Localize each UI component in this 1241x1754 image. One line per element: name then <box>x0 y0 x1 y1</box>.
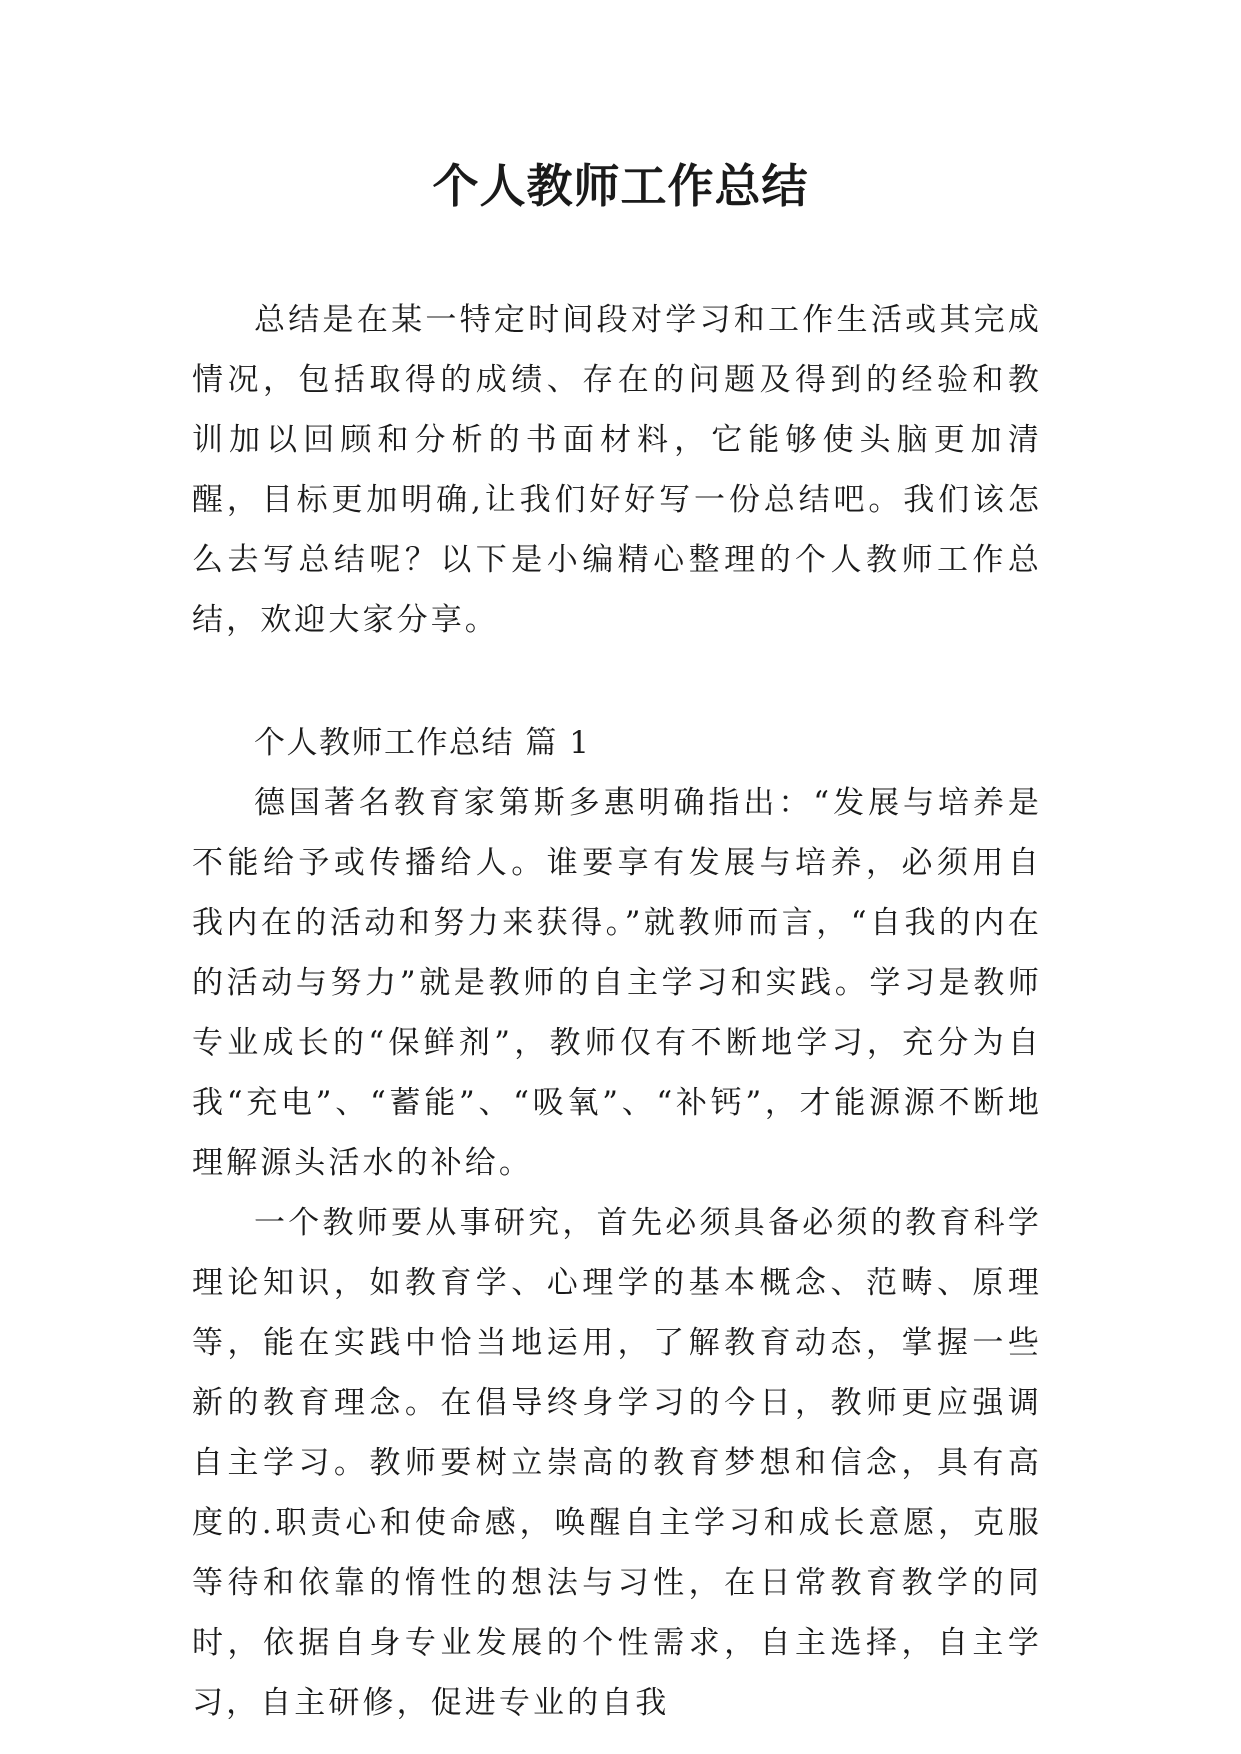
section-1 <box>192 713 1042 1733</box>
document-title: 个人教师工作总结 <box>432 159 809 213</box>
intro-paragraph: 总结是在某一特定时间段对学习和工作生活或其完成情况，包括取得的成绩、存在的问题及得到的经验和教训加以回顾和分析的书面材料，它能够使头脑更加清醒，目标更加明确,让我们好好写一份总结吧。我们该怎么去写总结呢？以下是小编精心整理的个人教师工作总结，欢迎大家分享。 <box>192 302 1042 638</box>
body-paragraph-1: 德国著名教育家第斯多惠明确指出：“发展与培养是不能给予或传播给人。谁要享有发展与培养，必须用自我内在的活动和努力来获得。”就教师而言，“自我的内在的活动与努力”就是教师的自主学习和实践。学习是教师专业成长的“保鲜剂”，教师仅有不断地学习，充分为自我“充电”、“蓄能”、“吸氧”、“补钙”，才能源源不断地理解源头活水的补给。 <box>192 785 1042 1181</box>
body-paragraph-2: 一个教师要从事研究，首先必须具备必须的教育科学理论知识，如教育学、心理学的基本概念、范畴、原理等，能在实践中恰当地运用，了解教育动态，掌握一些新的教育理念。在倡导终身学习的今日，教师更应强调自主学习。教师要树立崇高的教育梦想和信念，具有高度的.职责心和使命感，唤醒自主学习和成长意愿，克服等待和依靠的惰性的想法与习性，在日常教育教学的同时，依据自身专业发展的个性需求，自主选择，自主学习，自主研修，促进专业的自我 <box>192 1205 1042 1721</box>
document-body <box>192 290 1042 1733</box>
section-heading: 个人教师工作总结 篇 1 <box>254 725 591 761</box>
